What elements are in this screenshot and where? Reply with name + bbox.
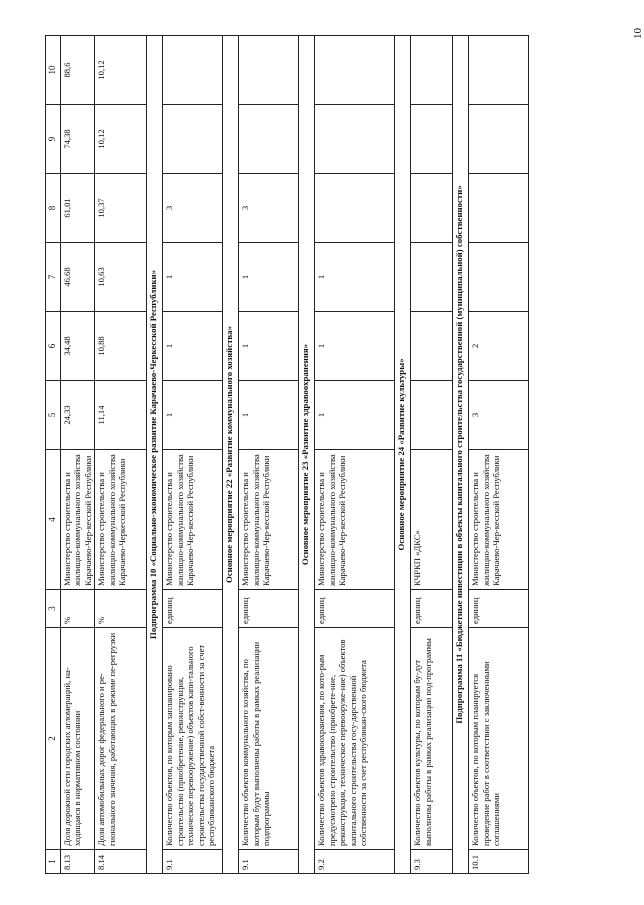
table-row	[239, 36, 299, 874]
rotated-table-page	[45, 35, 529, 874]
row-number-cell: 9.1	[239, 850, 299, 874]
indicators-table	[45, 35, 529, 874]
table-row	[163, 36, 223, 874]
row-number-cell: 8.13	[61, 850, 95, 874]
value-cell	[469, 36, 529, 105]
header-cell: 8	[46, 174, 61, 243]
value-cell	[411, 312, 453, 381]
executor-cell: КЧРКП «ДКС»	[411, 450, 453, 590]
value-cell	[469, 105, 529, 174]
table-row	[315, 36, 395, 874]
row-number-cell: 8.14	[95, 850, 147, 874]
section-title: Основное мероприятие 22 «Развитие коммунального хозяйства»	[223, 36, 239, 874]
unit-cell: единиц	[239, 590, 299, 628]
value-cell: 1	[239, 381, 299, 450]
unit-cell: единиц	[163, 590, 223, 628]
header-cell: 5	[46, 381, 61, 450]
page-number: 10	[632, 28, 644, 39]
value-cell: 3	[239, 174, 299, 243]
row-number-cell: 9.3	[411, 850, 453, 874]
value-cell: 1	[239, 243, 299, 312]
section-title: Подпрограмма 10 «Социально-экономическое развитие Карачаево-Черкесской Республики»	[147, 36, 163, 874]
value-cell	[411, 105, 453, 174]
value-cell: 10,12	[95, 105, 147, 174]
row-number-cell: 9.2	[315, 850, 395, 874]
value-cell: 88,6	[61, 36, 95, 105]
value-cell	[411, 381, 453, 450]
executor-cell: Министерство строительства и жилищно-коммунального хозяйства Карачаево-Черкесской Республики	[95, 450, 147, 590]
header-row	[46, 36, 61, 874]
value-cell: 3	[469, 381, 529, 450]
value-cell: 24,33	[61, 381, 95, 450]
section-row	[147, 36, 163, 874]
header-cell: 7	[46, 243, 61, 312]
section-row	[299, 36, 315, 874]
value-cell: 10,37	[95, 174, 147, 243]
value-cell	[411, 36, 453, 105]
value-cell	[163, 36, 223, 105]
executor-cell: Министерство строительства и жилищно-коммунального хозяйства Карачаево-Чер-кесской Республики	[469, 450, 529, 590]
value-cell: 1	[163, 243, 223, 312]
indicator-name-cell: Количество объектов коммунального хозяйства, по которым будут выполнены работы в рамках реализации подпрограммы	[239, 628, 299, 850]
value-cell	[469, 243, 529, 312]
executor-cell: Министерство строительства и жилищно-коммунального хозяйства Карачаево-Чер-кесской Республики	[163, 450, 223, 590]
header-cell: 6	[46, 312, 61, 381]
section-row	[395, 36, 411, 874]
header-cell: 9	[46, 105, 61, 174]
value-cell: 1	[315, 243, 395, 312]
header-cell: 2	[46, 628, 61, 850]
value-cell: 3	[163, 174, 223, 243]
header-cell: 10	[46, 36, 61, 105]
value-cell: 10,88	[95, 312, 147, 381]
executor-cell: Министерство строительства и жилищно-коммунального хозяйства Карачаево-Чер-кесской Республики	[61, 450, 95, 590]
indicator-name-cell: Количество объектов культуры, по которым бу-дут выполнены работы в рамках реализации под-программы	[411, 628, 453, 850]
value-cell: 61,01	[61, 174, 95, 243]
value-cell	[239, 36, 299, 105]
value-cell: 46,68	[61, 243, 95, 312]
value-cell	[315, 36, 395, 105]
row-number-cell: 9.1	[163, 850, 223, 874]
header-cell: 1	[46, 850, 61, 874]
table-row	[469, 36, 529, 874]
row-number-cell: 10.1	[469, 850, 529, 874]
indicator-name-cell: Доля дорожной сети городских агломераций, на-ходящаяся в нормативном состоянии	[61, 628, 95, 850]
table-row	[95, 36, 147, 874]
section-title: Подпрограмма 11 «Бюджетные инвестиции в объекты капитального строительства государственной (муниципальной) собственности»	[453, 36, 469, 874]
table-row	[411, 36, 453, 874]
value-cell	[239, 105, 299, 174]
value-cell: 2	[469, 312, 529, 381]
executor-cell: Министерство строительства и жилищно-коммунального хозяйства Карачаево-Чер-кесской Республики	[239, 450, 299, 590]
value-cell: 34,48	[61, 312, 95, 381]
table-body	[46, 36, 529, 874]
section-title: Основное мероприятие 24 «Развитие культуры»	[395, 36, 411, 874]
value-cell: 1	[315, 381, 395, 450]
indicator-name-cell: Доля автомобильных дорог федерального и ре-гионального значения, работающих в режиме пе-регрузки	[95, 628, 147, 850]
header-cell: 4	[46, 450, 61, 590]
table-row	[61, 36, 95, 874]
unit-cell: единиц	[411, 590, 453, 628]
value-cell	[411, 243, 453, 312]
value-cell: 1	[239, 312, 299, 381]
unit-cell: %	[61, 590, 95, 628]
value-cell: 10,12	[95, 36, 147, 105]
indicator-name-cell: Количество объектов, по которым запланировано строительство (приобретение, реконструкция, техническое перевооружение) объектов капи-тального строительства государственной собст-венности за счет республиканского бюджета	[163, 628, 223, 850]
unit-cell: %	[95, 590, 147, 628]
header-cell: 3	[46, 590, 61, 628]
value-cell: 1	[163, 381, 223, 450]
unit-cell: единиц	[315, 590, 395, 628]
indicator-name-cell: Количество объектов, по которым планируется проведение работ в соответствии с заключенными соглашениями	[469, 628, 529, 850]
section-row	[223, 36, 239, 874]
value-cell	[315, 174, 395, 243]
section-title: Основное мероприятие 23 «Развитие здравоохранения»	[299, 36, 315, 874]
value-cell: 74,38	[61, 105, 95, 174]
indicator-name-cell: Количество объектов здравоохранения, по кото-рым предусмотрено строительство (приобрете-ние, реконструкция, техническое перевооруже-ние) объектов капитального строительства госу-дарственной собственности за счет республикан-ского бюджета	[315, 628, 395, 850]
value-cell: 1	[163, 312, 223, 381]
value-cell	[469, 174, 529, 243]
value-cell	[411, 174, 453, 243]
executor-cell: Министерство строительства и жилищно-коммунального хозяйства Карачаево-Чер-кесской Республики	[315, 450, 395, 590]
value-cell: 1	[315, 312, 395, 381]
section-row	[453, 36, 469, 874]
value-cell: 10,63	[95, 243, 147, 312]
value-cell: 11,14	[95, 381, 147, 450]
value-cell	[315, 105, 395, 174]
unit-cell: единиц	[469, 590, 529, 628]
value-cell	[163, 105, 223, 174]
